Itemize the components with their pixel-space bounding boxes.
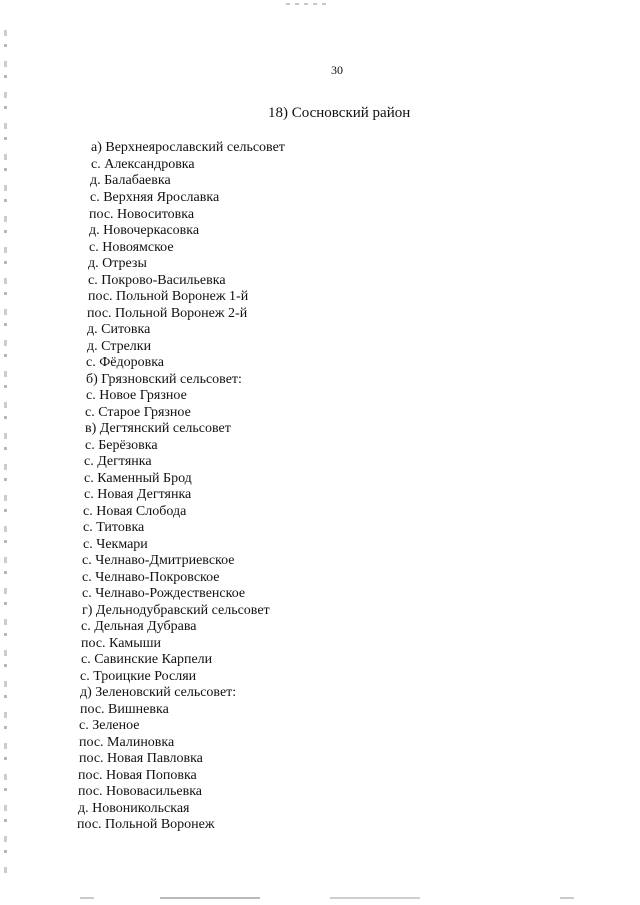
list-item: с. Каменный Брод <box>84 471 192 486</box>
list-item: с. Челнаво-Покровское <box>82 570 220 585</box>
list-item: с. Фёдоровка <box>86 355 165 370</box>
list-item: с. Челнаво-Рождественское <box>82 586 246 601</box>
list-item: с. Дегтянка <box>84 454 152 469</box>
list-item: пос. Польной Воронеж 2-й <box>87 306 248 321</box>
list-item: пос. Новая Поповка <box>78 768 197 783</box>
list-item: пос. Камыши <box>81 636 161 651</box>
list-item: б) Грязновский сельсовет: <box>86 372 242 387</box>
list-item: с. Титовка <box>83 520 145 535</box>
list-item: д. Ситовка <box>87 322 151 337</box>
list-item: г) Дельнодубравский сельсовет <box>82 603 270 618</box>
list-item: с. Покрово-Васильевка <box>88 273 226 288</box>
list-item: пос. Малиновка <box>79 735 175 750</box>
list-item: с. Новая Слобода <box>83 504 187 519</box>
list-item: д. Стрелки <box>87 339 152 354</box>
list-item: а) Верхнеярославский сельсовет <box>91 140 285 155</box>
list-item: с. Дельная Дубрава <box>81 619 197 634</box>
list-item: с. Берёзовка <box>85 438 158 453</box>
list-item: пос. Польной Воронеж <box>77 817 215 832</box>
list-item: с. Старое Грязное <box>85 405 191 420</box>
list-item: с. Савинские Карпели <box>81 652 213 667</box>
list-item: с. Александровка <box>91 157 195 172</box>
page-number: 30 <box>331 63 343 77</box>
list-item: пос. Нововасильевка <box>78 784 203 799</box>
list-item: с. Зеленое <box>79 718 140 733</box>
list-item: пос. Новоситовка <box>89 207 195 222</box>
list-item: с. Новое Грязное <box>86 388 187 403</box>
list-item: д. Новоникольская <box>78 801 190 816</box>
list-item: с. Троицкие Росляи <box>80 669 197 684</box>
list-item: с. Чекмари <box>83 537 148 552</box>
list-item: д. Балабаевка <box>90 173 171 188</box>
list-item: пос. Вишневка <box>80 702 169 717</box>
list-item: с. Новоямское <box>89 240 174 255</box>
list-item: пос. Новая Павловка <box>79 751 203 766</box>
list-item: с. Верхняя Ярославка <box>90 190 220 205</box>
list-item: д. Новочеркасовка <box>89 223 200 238</box>
list-item: д) Зеленовский сельсовет: <box>80 685 237 700</box>
list-item: с. Челнаво-Дмитриевское <box>82 553 235 568</box>
section-title: 18) Сосновский район <box>268 105 411 121</box>
list-item: пос. Польной Воронеж 1-й <box>88 289 249 304</box>
list-item: с. Новая Дегтянка <box>84 487 192 502</box>
list-item: д. Отрезы <box>88 256 147 271</box>
list-item: в) Дегтянский сельсовет <box>85 421 231 436</box>
